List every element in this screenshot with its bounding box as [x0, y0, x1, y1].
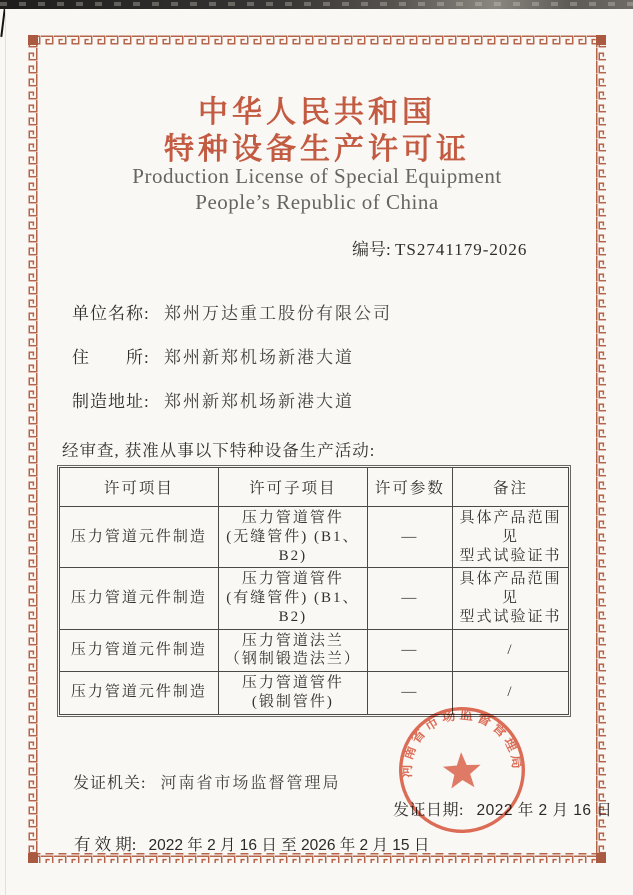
- field-label: 住 所:: [72, 348, 150, 367]
- table-header-cell: 许可子项目: [218, 468, 367, 507]
- seal-star-icon: [442, 751, 482, 789]
- field-value: 郑州万达重工股份有限公司: [164, 304, 392, 323]
- field-company-name: [72, 299, 392, 324]
- table-cell: [60, 629, 219, 672]
- table-cell-line: 具体产品范围见: [459, 571, 562, 606]
- table-cell-line: (锻制管件): [251, 693, 334, 710]
- license-number-value: TS2741179-2026: [394, 240, 528, 259]
- table-row: [60, 507, 569, 568]
- validity-value: 2022 年 2 月 16 日 至 2026 年 2 月 15 日: [148, 837, 430, 854]
- license-number-label: 编号:: [352, 240, 391, 259]
- table-cell: [367, 507, 452, 568]
- official-seal: [393, 701, 532, 840]
- seal-arc-text: 河南省市场监督管理局: [398, 706, 526, 778]
- table-cell-line: —: [401, 684, 419, 701]
- table-cell-line: 压力管道管件: [241, 510, 344, 526]
- table-cell-line: —: [401, 590, 419, 606]
- table-cell-line: 压力管道法兰: [241, 632, 344, 649]
- field-value: 郑州新郑机场新港大道: [164, 392, 354, 411]
- title-en-line1: Production License of Special Equipment: [132, 164, 502, 188]
- table-cell: [60, 672, 219, 715]
- table-cell-line: —: [401, 528, 419, 545]
- title-cn-line2: 特种设备生产许可证: [164, 133, 470, 166]
- table-cell-line: 压力管道元件制造: [70, 590, 207, 606]
- license-table: [59, 467, 569, 715]
- table-cell: [452, 568, 568, 629]
- validity-period: [74, 831, 429, 855]
- table-cell: [218, 568, 367, 629]
- table-row: [60, 568, 569, 629]
- table-cell-line: 压力管道元件制造: [70, 528, 207, 545]
- title-cn-line1: 中华人民共和国: [198, 96, 436, 129]
- table-header-row: [60, 468, 569, 507]
- table-cell-line: 型式试验证书: [459, 547, 562, 564]
- table-header-cell: 许可参数: [367, 468, 452, 507]
- table-cell-line: (有缝管件) (B1、B2): [226, 590, 360, 625]
- table-header-cell: 备注: [452, 468, 568, 507]
- table-cell-line: —: [401, 641, 419, 658]
- table-cell: [218, 507, 367, 568]
- table-cell: [452, 507, 568, 568]
- field-residence: [72, 343, 354, 368]
- table-cell-line: (无缝管件) (B1、B2): [226, 528, 360, 564]
- field-label: 制造地址:: [72, 392, 150, 411]
- license-number: [352, 235, 527, 260]
- field-manufacturing-address: [72, 387, 354, 412]
- table-cell: [367, 629, 452, 672]
- issuing-authority: [73, 770, 340, 793]
- issuing-authority-label: 发证机关:: [73, 775, 147, 792]
- table-cell-line: （钢制锻造法兰）: [224, 651, 361, 668]
- scanner-edge-noise: [0, 2, 633, 6]
- page-left-edge-shadow: [5, 9, 6, 895]
- table-row: [60, 629, 569, 672]
- table-cell-line: 压力管道管件: [241, 571, 344, 588]
- title-en-line2: People’s Republic of China: [195, 190, 439, 214]
- license-table-wrapper: [57, 465, 571, 717]
- table-cell-line: 压力管道管件: [241, 675, 344, 691]
- table-cell: [218, 629, 367, 672]
- table-header-cell: 许可项目: [60, 468, 219, 507]
- approval-note: 经审查, 获准从事以下特种设备生产活动:: [62, 441, 376, 460]
- table-cell-line: 具体产品范围见: [459, 510, 562, 545]
- table-cell-line: 型式试验证书: [459, 608, 562, 625]
- table-cell: [60, 568, 219, 629]
- table-cell: [218, 672, 367, 715]
- field-value: 郑州新郑机场新港大道: [164, 348, 354, 367]
- table-cell: [452, 629, 568, 672]
- issue-date-label: 发证日期:: [393, 802, 464, 819]
- issue-date-value: 2022 年 2 月 16 日: [476, 802, 613, 819]
- table-cell: [367, 568, 452, 629]
- field-label: 单位名称:: [72, 304, 150, 323]
- validity-label: 有 效 期:: [74, 835, 137, 854]
- table-cell: [60, 507, 219, 568]
- table-cell-line: 压力管道元件制造: [70, 641, 207, 658]
- table-cell-line: /: [507, 684, 514, 701]
- table-cell-line: 压力管道元件制造: [70, 684, 207, 701]
- table-cell-line: /: [507, 641, 514, 658]
- issuing-authority-value: 河南省市场监督管理局: [160, 775, 341, 792]
